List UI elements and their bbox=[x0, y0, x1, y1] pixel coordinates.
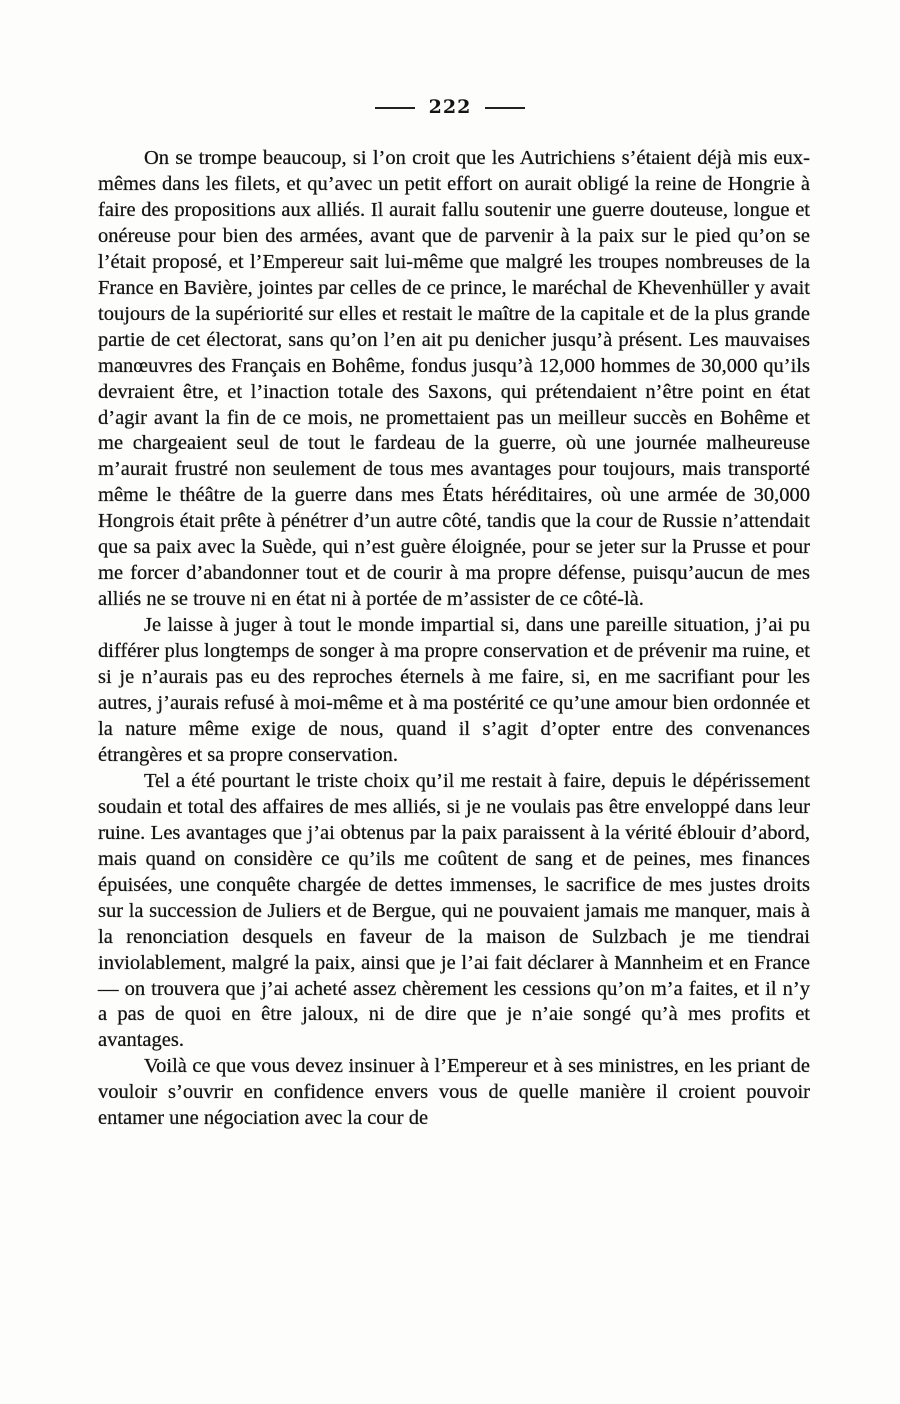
left-rule bbox=[375, 107, 415, 109]
paragraph: Je laisse à juger à tout le monde impartial si, dans une pareille situation, j’ai pu différer plus longtemps de songer à ma propre conservation et de prévenir ma ruine, et si je n’aurais pas eu des reproches éternels à me faire, si, en me sacrifiant pour les autres, j’aurais refusé à moi-même et à ma postérité ce qu’une amour bien ordonnée et la nature même exige de nous, quand il s’agit d’opter entre des convenances étrangères et sa propre conservation. bbox=[98, 614, 810, 766]
paragraph: Voilà ce que vous devez insinuer à l’Empereur et à ses ministres, en les priant de vouloir s’ouvrir en confidence envers vous de quelle manière il croient pouvoir entamer une négociation avec la cour de bbox=[98, 1055, 810, 1130]
paragraph: Tel a été pourtant le triste choix qu’il me restait à faire, depuis le dépérissement soudain et total des affaires de mes alliés, si je ne voulais pas être enveloppé dans leur ruine. Les avantages que j’ai obtenus par la paix paraissent à la vérité éblouir d’abord, mais quand on considère ce qu’ils me coûtent de sang et de peines, mes finances épuisées, une conquête chargée de dettes immenses, le sacrifice de mes justes droits sur la succession de Juliers et de Bergue, qui ne pouvaient jamais me manquer, mais à la renonciation desquels en faveur de la maison de Sulzbach je me tiendrai inviolablement, malgré la paix, ainsi que je l’ai fait déclarer à Mannheim et en France — on trouvera que j’ai acheté assez chèrement les cessions qu’on m’a faites, et il n’y a pas de quoi en être jaloux, ni de dire que je n’aie songé qu’à mes profits et avantages. bbox=[98, 769, 810, 1052]
body-text bbox=[98, 146, 810, 1132]
right-rule bbox=[485, 107, 525, 109]
page-header bbox=[0, 96, 900, 118]
page-number: 222 bbox=[428, 96, 472, 118]
paragraph: On se trompe beaucoup, si l’on croit que les Autrichiens s’étaient déjà mis eux-mêmes dans les filets, et qu’avec un petit effort on aurait obligé la reine de Hongrie à faire des propositions aux alliés. Il aurait fallu soutenir une guerre douteuse, longue et onéreuse pour bien des armées, avant que de parvenir à la paix sur le pied qu’on se l’était proposé, et l’Empereur sait lui-même que malgré les troupes nombreuses de la France en Bavière, jointes par celles de ce prince, le maréchal de Khevenhüller y avait toujours de la supériorité sur elles et restait le maître de la capitale et de la plus grande partie de cet électorat, sans qu’on l’en ait pu denicher jusqu’à présent. Les mauvaises manœuvres des Français en Bohême, fondus jusqu’à 12,000 hommes de 30,000 qu’ils devraient être, et l’inaction totale des Saxons, qui prétendaient n’être point en état d’agir avant la fin de ce mois, ne promettaient pas un meilleur succès en Bohême et me chargeaient seul de tout le fardeau de la guerre, où une journée malheureuse m’aurait frustré non seulement de tous mes avantages pour toujours, mais transporté même le théâtre de la guerre dans mes États héréditaires, où une armée de 30,000 Hongrois était prête à pénétrer d’un autre côté, tandis que la cour de Russie n’attendait que sa paix avec la Suède, qui n’est guère éloignée, pour se jeter sur la Prusse et pour me forcer d’abandonner tout et de courir à ma propre défense, puisqu’aucun de mes alliés ne se trouve ni en état ni à portée de m’assister de ce côté-là. bbox=[98, 147, 810, 611]
